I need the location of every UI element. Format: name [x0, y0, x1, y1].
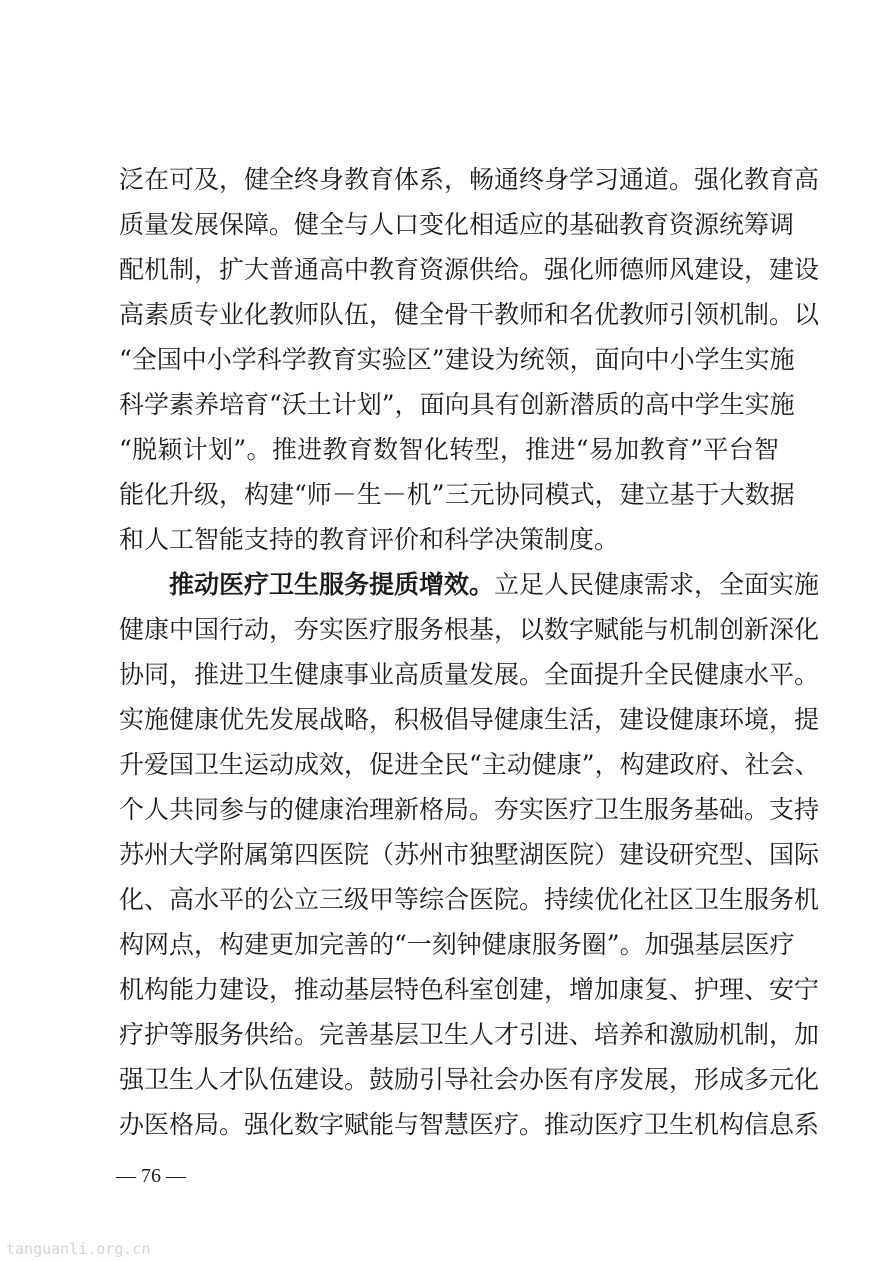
paragraph-line: 机构能力建设，推动基层特色科室创建，增加康复、护理、安宁 — [119, 975, 820, 1004]
paragraph-line: 科学素养培育“沃土计划”，面向具有创新潜质的高中学生实施 — [119, 390, 795, 419]
paragraph-line: 强卫生人才队伍建设。鼓励引导社会办医有序发展，形成多元化 — [119, 1065, 820, 1094]
paragraph-line: “脱颖计划”。推进教育数智化转型，推进“易加教育”平台智 — [119, 435, 779, 464]
paragraph-line: 质量发展保障。健全与人口变化相适应的基础教育资源统筹调 — [119, 210, 795, 239]
paragraph-line: 高素质专业化教师队伍，健全骨干教师和名优教师引领机制。以 — [119, 300, 820, 329]
paragraph-line: 疗护等服务供给。完善基层卫生人才引进、培养和激励机制，加 — [119, 1020, 820, 1049]
paragraph-line: 能化升级，构建“师－生－机”三元协同模式，建立基于大数据 — [119, 480, 795, 509]
page-number: — 76 — — [116, 1165, 186, 1187]
paragraph-line: “全国中小学科学教育实验区”建设为统领，面向中小学生实施 — [119, 345, 795, 374]
section-first-line — [169, 568, 820, 602]
section-heading: 推动医疗卫生服务提质增效。 — [169, 570, 495, 599]
paragraph-line: 苏州大学附属第四医院（苏州市独墅湖医院）建设研究型、国际 — [119, 840, 820, 869]
paragraph-line: 配机制，扩大普通高中教育资源供给。强化师德师风建设，建设 — [119, 255, 820, 284]
paragraph-line: 实施健康优先发展战略，积极倡导健康生活，建设健康环境，提 — [119, 705, 820, 734]
paragraph-line: 办医格局。强化数字赋能与智慧医疗。推动医疗卫生机构信息系 — [119, 1110, 820, 1139]
paragraph-line: 个人共同参与的健康治理新格局。夯实医疗卫生服务基础。支持 — [119, 795, 820, 824]
paragraph-line: 升爱国卫生运动成效，促进全民“主动健康”，构建政府、社会、 — [119, 750, 820, 779]
paragraph-line: 健康中国行动，夯实医疗服务根基，以数字赋能与机制创新深化 — [119, 615, 820, 644]
paragraph-line: 泛在可及，健全终身教育体系，畅通终身学习通道。强化教育高 — [119, 165, 820, 194]
paragraph-line: 协同，推进卫生健康事业高质量发展。全面提升全民健康水平。 — [119, 660, 820, 689]
watermark: tanguanli.org.cn — [6, 1240, 151, 1258]
paragraph-line: 化、高水平的公立三级甲等综合医院。持续优化社区卫生服务机 — [119, 885, 820, 914]
paragraph-line: 和人工智能支持的教育评价和科学决策制度。 — [119, 525, 620, 554]
paragraph-line: 构网点，构建更加完善的“一刻钟健康服务圈”。加强基层医疗 — [119, 930, 795, 959]
section-first-line-text: 立足人民健康需求，全面实施 — [494, 570, 820, 599]
